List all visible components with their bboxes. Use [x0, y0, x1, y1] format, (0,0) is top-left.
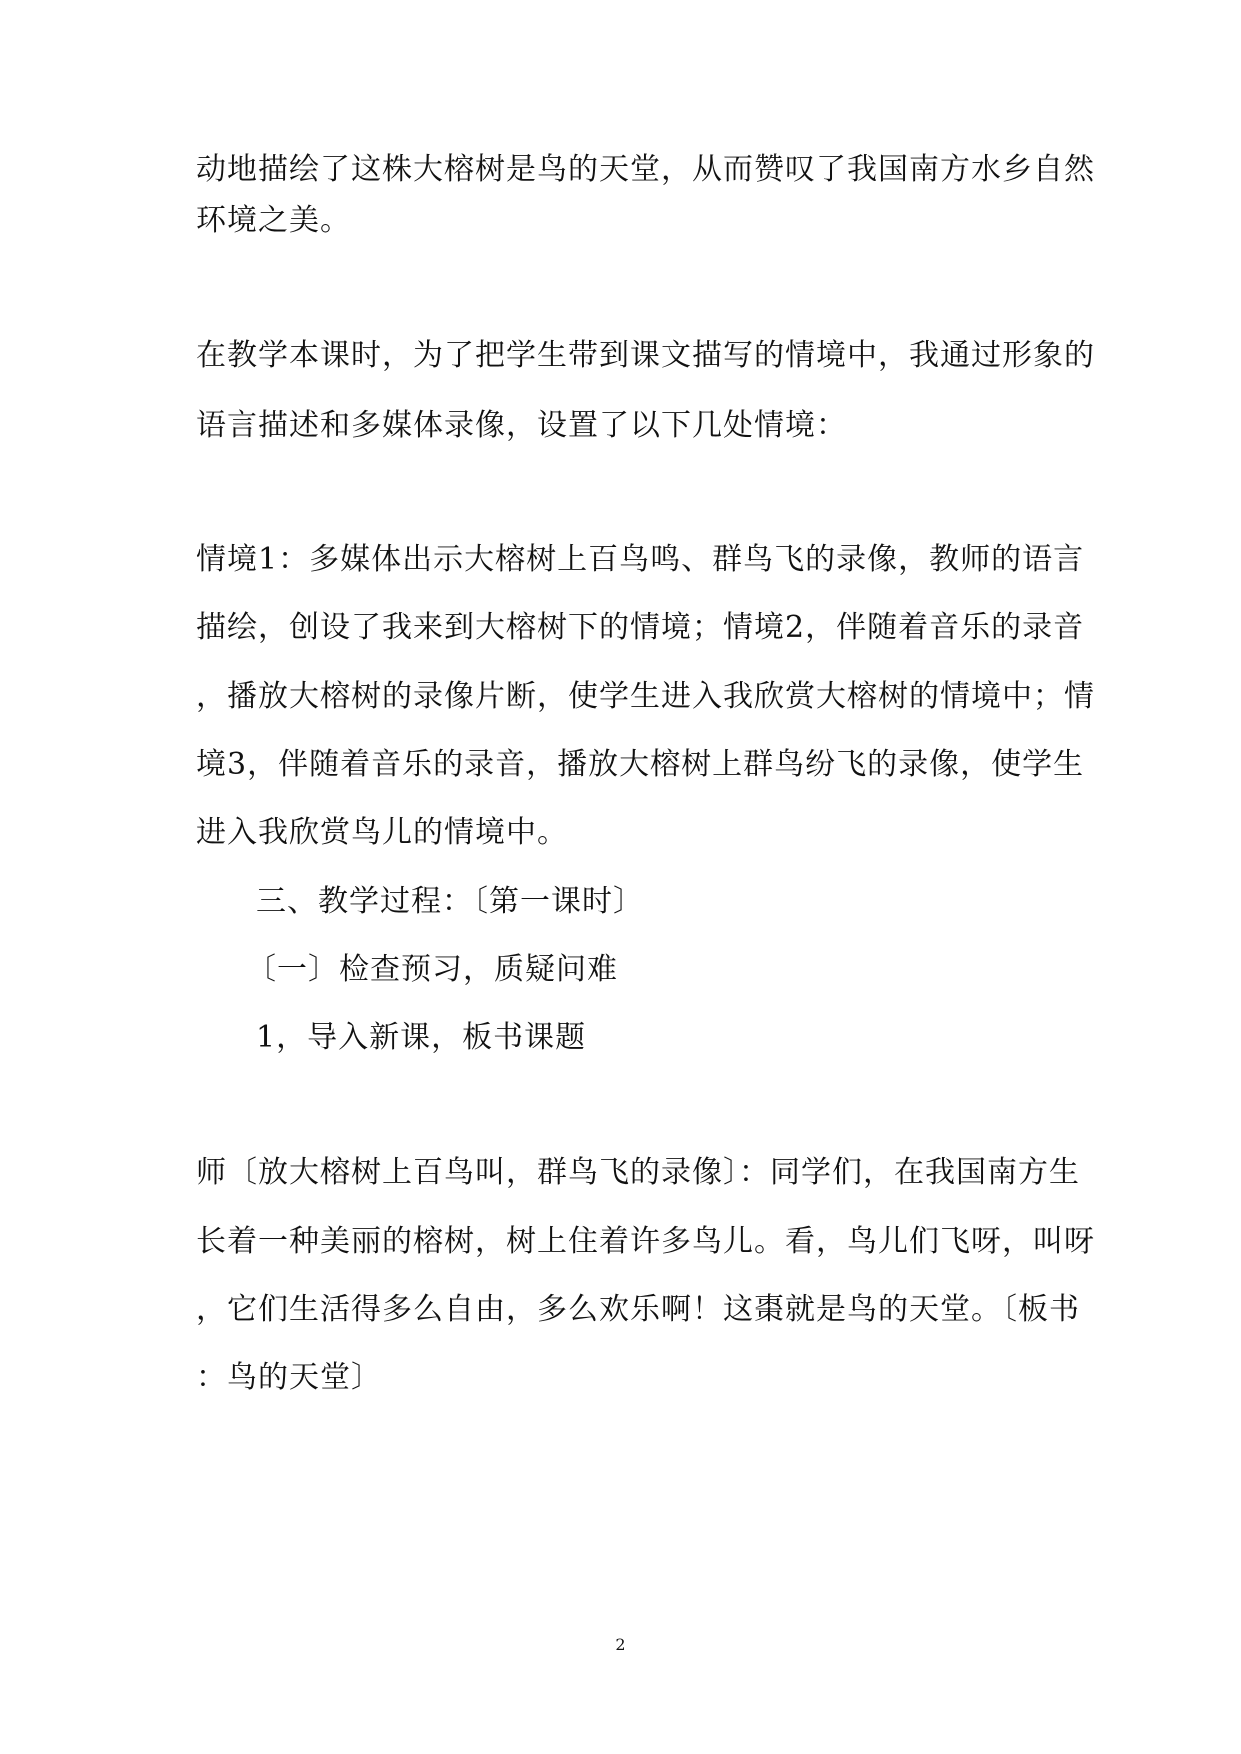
text-line: 语言描述和多媒体录像，设置了以下几处情境：	[196, 408, 847, 443]
section-heading: 三、教学过程：〔第一课时〕	[256, 884, 644, 919]
text-line: ，播放大榕树的录像片断，使学生进入我欣赏大榕树的情境中；情	[196, 679, 1095, 714]
text-line: 进入我欣赏鸟儿的情境中。	[196, 815, 568, 850]
step-heading: 1，导入新课，板书课题	[256, 1020, 587, 1055]
text-line: 环境之美。	[196, 203, 351, 238]
text-line: 情境1：多媒体出示大榕树上百鸟鸣、群鸟飞的录像，教师的语言	[196, 542, 1085, 577]
text-line: 长着一种美丽的榕树，树上住着许多鸟儿。看，鸟儿们飞呀，叫呀	[196, 1224, 1095, 1259]
text-line: ，它们生活得多么自由，多么欢乐啊！这棗就是鸟的天堂。〔板书	[196, 1292, 1080, 1327]
text-line: 在教学本课时，为了把学生带到课文描写的情境中，我通过形象的	[196, 338, 1095, 373]
subsection-heading: 〔一〕检查预习，质疑问难	[246, 952, 618, 987]
text-line: 境3，伴随着音乐的录音，播放大榕树上群鸟纷飞的录像，使学生	[196, 747, 1085, 782]
text-line: 描绘，创设了我来到大榕树下的情境；情境2，伴随着音乐的录音	[196, 610, 1085, 645]
text-line: 动地描绘了这株大榕树是鸟的天堂，从而赞叹了我国南方水乡自然	[196, 152, 1095, 187]
text-line: ：鸟的天堂〕	[196, 1360, 382, 1395]
text-line: 师〔放大榕树上百鸟叫，群鸟飞的录像〕：同学们，在我国南方生	[196, 1155, 1080, 1190]
page-number: 2	[615, 1635, 626, 1654]
